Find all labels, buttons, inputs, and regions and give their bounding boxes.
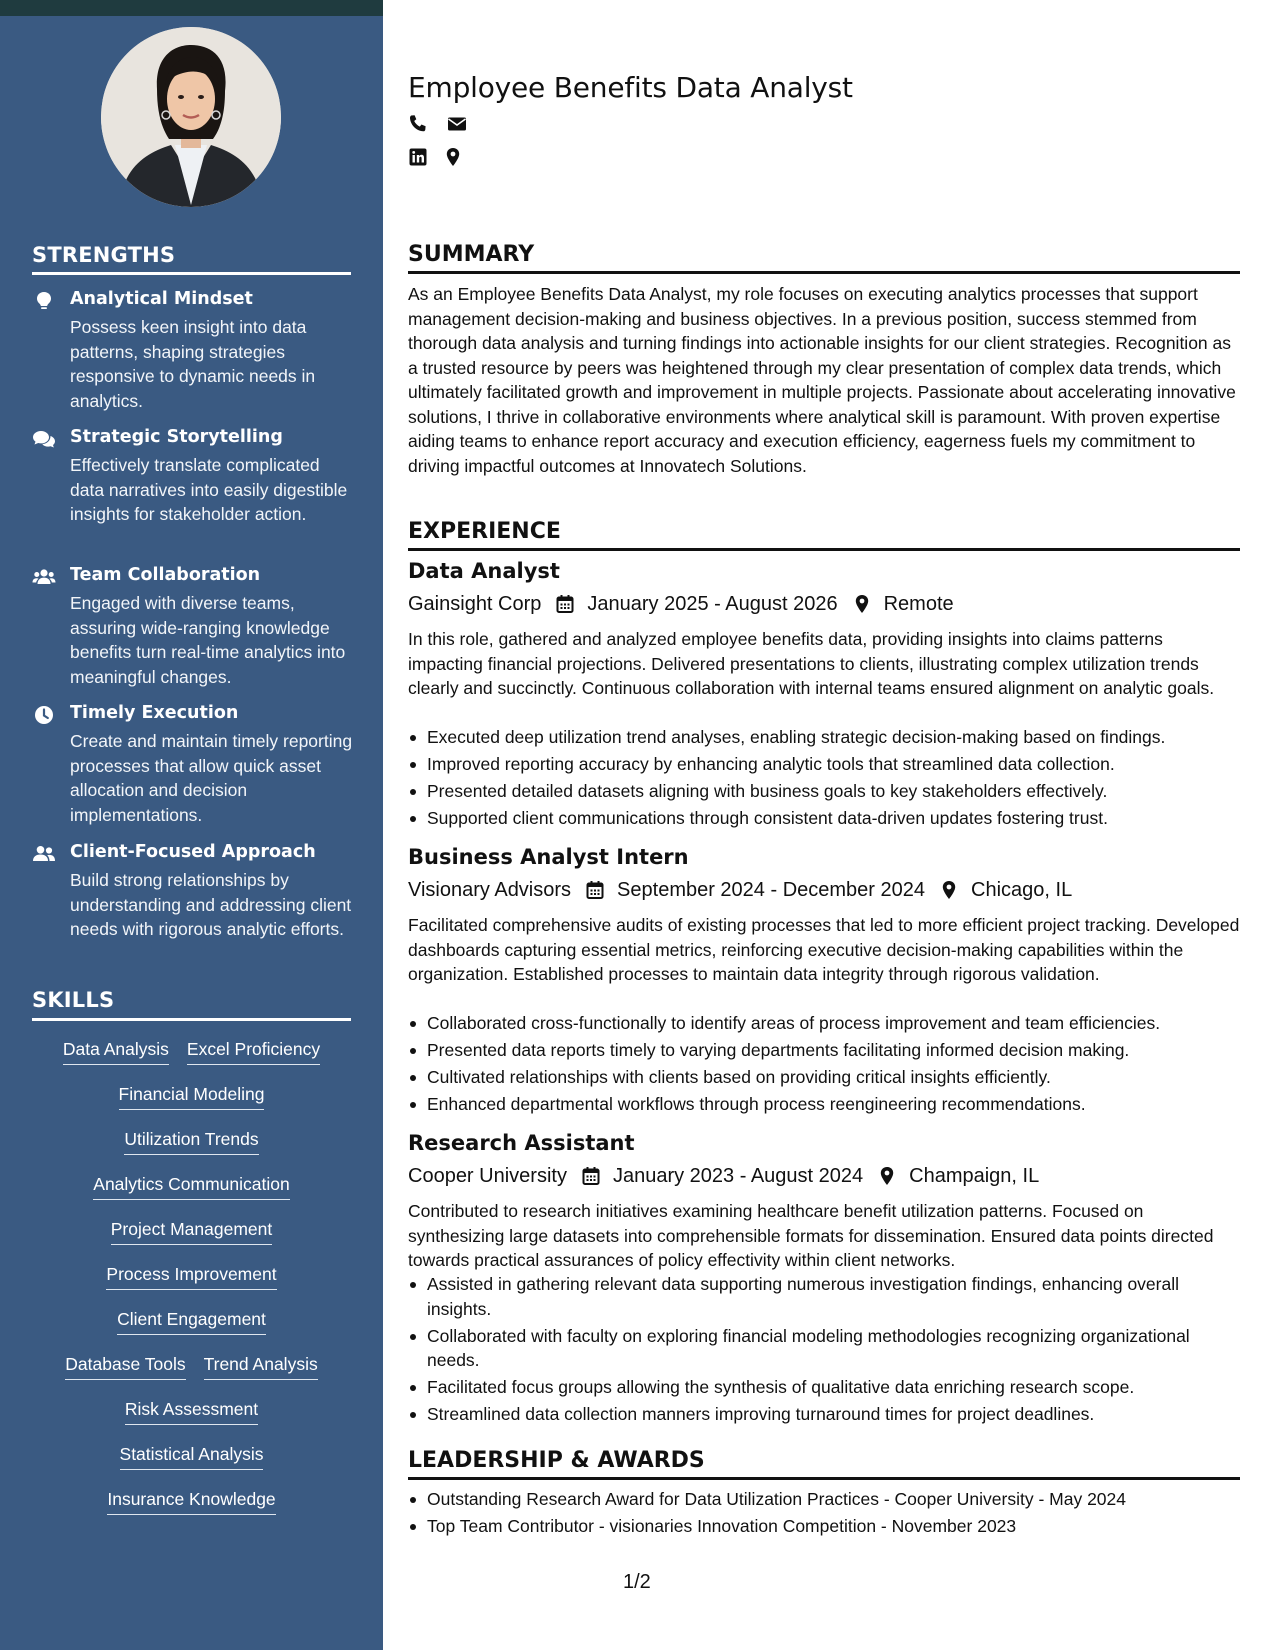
list-item: Streamlined data collection manners improving turnaround times for project deadlines. xyxy=(408,1402,1240,1427)
strengths-title: STRENGTHS xyxy=(32,243,176,267)
skill-tag: Risk Assessment xyxy=(125,1397,258,1425)
strength-title: Analytical Mindset xyxy=(70,289,253,309)
phone-icon[interactable] xyxy=(408,114,428,134)
strength-description: Effectively translate complicated data narratives into easily digestible insights for stakeholder action. xyxy=(70,455,348,524)
skills-list xyxy=(32,1037,351,1532)
skill-tag: Excel Proficiency xyxy=(187,1037,320,1065)
list-item: Enhanced departmental workflows through process reengineering recommendations. xyxy=(408,1092,1240,1117)
job-dates: January 2025 - August 2026 xyxy=(587,592,838,615)
job-description: Contributed to research initiatives examining healthcare benefit utilization patterns. Focused on synthesizing large datasets into comprehensible formats for dissemination. Ensured data points directed towards practical assurances of policy effectivity within client networks. xyxy=(408,1201,1214,1270)
list-item: Executed deep utilization trend analyses, enabling strategic decision-making based on findings. xyxy=(408,725,1240,750)
list-item: Top Team Contributor - visionaries Innovation Competition - November 2023 xyxy=(408,1514,1240,1539)
summary-title: SUMMARY xyxy=(408,242,535,267)
list-item: Improved reporting accuracy by enhancing analytic tools that streamlined data collection. xyxy=(408,752,1240,777)
job-meta xyxy=(408,591,954,617)
page-title: Employee Benefits Data Analyst xyxy=(408,71,853,104)
job-dates: September 2024 - December 2024 xyxy=(617,878,926,901)
calendar-icon xyxy=(555,594,575,614)
clock-icon xyxy=(32,705,56,725)
job-location: Remote xyxy=(883,592,954,615)
job-meta xyxy=(408,1163,1039,1189)
job-meta xyxy=(408,877,1072,903)
job-location: Champaign, IL xyxy=(909,1164,1040,1187)
skill-tag: Process Improvement xyxy=(106,1262,276,1290)
skills-title: SKILLS xyxy=(32,988,115,1012)
skills-divider xyxy=(32,1018,351,1021)
strength-description: Build strong relationships by understanding and addressing client needs with rigorous analytic efforts. xyxy=(70,870,352,939)
user-group-icon xyxy=(32,844,56,864)
envelope-icon[interactable] xyxy=(447,114,467,134)
job-title: Business Analyst Intern xyxy=(408,845,689,869)
job-title: Data Analyst xyxy=(408,559,560,583)
skill-tag: Data Analysis xyxy=(63,1037,169,1065)
skill-tag: Financial Modeling xyxy=(119,1082,265,1110)
avatar xyxy=(101,27,281,207)
map-marker-icon xyxy=(877,1166,897,1186)
awards-divider xyxy=(408,1477,1240,1480)
skill-tag: Database Tools xyxy=(65,1352,185,1380)
job-bullets xyxy=(408,1272,1240,1429)
list-item: Collaborated cross-functionally to identify areas of process improvement and team efficiencies. xyxy=(408,1011,1240,1036)
job-bullets xyxy=(408,1011,1240,1119)
map-marker-icon[interactable] xyxy=(443,147,463,167)
strength-title: Strategic Storytelling xyxy=(70,427,283,447)
job-title: Research Assistant xyxy=(408,1131,635,1155)
strength-description: Possess keen insight into data patterns, shaping strategies responsive to dynamic needs in analytics. xyxy=(70,317,316,411)
skill-tag: Utilization Trends xyxy=(124,1127,258,1155)
sidebar xyxy=(0,0,383,1650)
job-description: Facilitated comprehensive audits of existing processes that led to more efficient project tracking. Developed dashboards capturing essential metrics, reinforcing executive decision-making capabilities within the organization. Established processes to maintain data integrity through rigorous validation. xyxy=(408,915,1240,984)
page-number: 1/2 xyxy=(623,1571,651,1593)
company-name: Gainsight Corp xyxy=(408,592,542,615)
strength-title: Team Collaboration xyxy=(70,565,261,585)
company-name: Visionary Advisors xyxy=(408,878,572,901)
list-item: Assisted in gathering relevant data supporting numerous investigation findings, enhancing overall insights. xyxy=(408,1272,1240,1321)
skill-tag: Client Engagement xyxy=(117,1307,266,1335)
strength-description: Create and maintain timely reporting processes that allow quick asset allocation and decision implementations. xyxy=(70,731,353,825)
experience-divider xyxy=(408,548,1240,551)
list-item: Supported client communications through consistent data-driven updates fostering trust. xyxy=(408,806,1240,831)
skill-tag: Statistical Analysis xyxy=(120,1442,264,1470)
calendar-icon xyxy=(581,1166,601,1186)
map-marker-icon xyxy=(852,594,872,614)
calendar-icon xyxy=(585,880,605,900)
skill-tag: Analytics Communication xyxy=(93,1172,289,1200)
awards-list xyxy=(408,1487,1240,1541)
awards-title: LEADERSHIP & AWARDS xyxy=(408,1448,705,1473)
users-icon xyxy=(32,567,56,587)
strength-title: Timely Execution xyxy=(70,703,239,723)
job-dates: January 2023 - August 2024 xyxy=(612,1164,864,1187)
list-item: Presented data reports timely to varying departments facilitating informed decision making. xyxy=(408,1038,1240,1063)
sidebar-top-bar xyxy=(0,0,383,16)
list-item: Facilitated focus groups allowing the synthesis of qualitative data enriching research scope. xyxy=(408,1375,1240,1400)
skill-tag: Project Management xyxy=(111,1217,272,1245)
comments-icon xyxy=(32,429,56,449)
experience-title: EXPERIENCE xyxy=(408,519,561,544)
list-item: Collaborated with faculty on exploring financial modeling methodologies recognizing organizational needs. xyxy=(408,1324,1240,1373)
map-marker-icon xyxy=(939,880,959,900)
list-item: Outstanding Research Award for Data Utilization Practices - Cooper University - May 2024 xyxy=(408,1487,1240,1512)
strength-title: Client-Focused Approach xyxy=(70,842,316,862)
list-item: Presented detailed datasets aligning with business goals to key stakeholders effectively. xyxy=(408,779,1240,804)
list-item: Cultivated relationships with clients based on providing critical insights efficiently. xyxy=(408,1065,1240,1090)
job-location: Chicago, IL xyxy=(971,878,1073,901)
skill-tag: Insurance Knowledge xyxy=(107,1487,275,1515)
lightbulb-icon xyxy=(32,291,56,311)
summary-text: As an Employee Benefits Data Analyst, my role focuses on executing analytics processes that support management decision-making and business objectives. In a previous position, success stemmed from thorough data analysis and turning findings into actionable insights for our client strategies. Recognition as a trusted resource by peers was heightened through my clear presentation of complex data trends, which ultimately facilitated growth and improvement in multiple projects. Passionate about accelerating innovative solutions, I thrive in collaborative environments where analytical skill is paramount. With proven expertise aiding teams to enhance report accuracy and execution efficiency, eagerness fuels my commitment to driving impactful outcomes at Innovatech Solutions. xyxy=(408,284,1236,476)
summary-divider xyxy=(408,271,1240,274)
strengths-divider xyxy=(32,272,351,275)
job-bullets xyxy=(408,725,1240,833)
company-name: Cooper University xyxy=(408,1164,567,1187)
job-description: In this role, gathered and analyzed employee benefits data, providing insights into claims patterns impacting financial projections. Delivered presentations to clients, illustrating complex utilization trends clearly and succinctly. Continuous collaboration with internal teams ensured alignment on analytic goals. xyxy=(408,629,1215,698)
skill-tag: Trend Analysis xyxy=(204,1352,318,1380)
linkedin-icon[interactable] xyxy=(408,147,428,167)
strength-description: Engaged with diverse teams, assuring wide-ranging knowledge benefits turn real-time analytics into meaningful changes. xyxy=(70,593,346,687)
